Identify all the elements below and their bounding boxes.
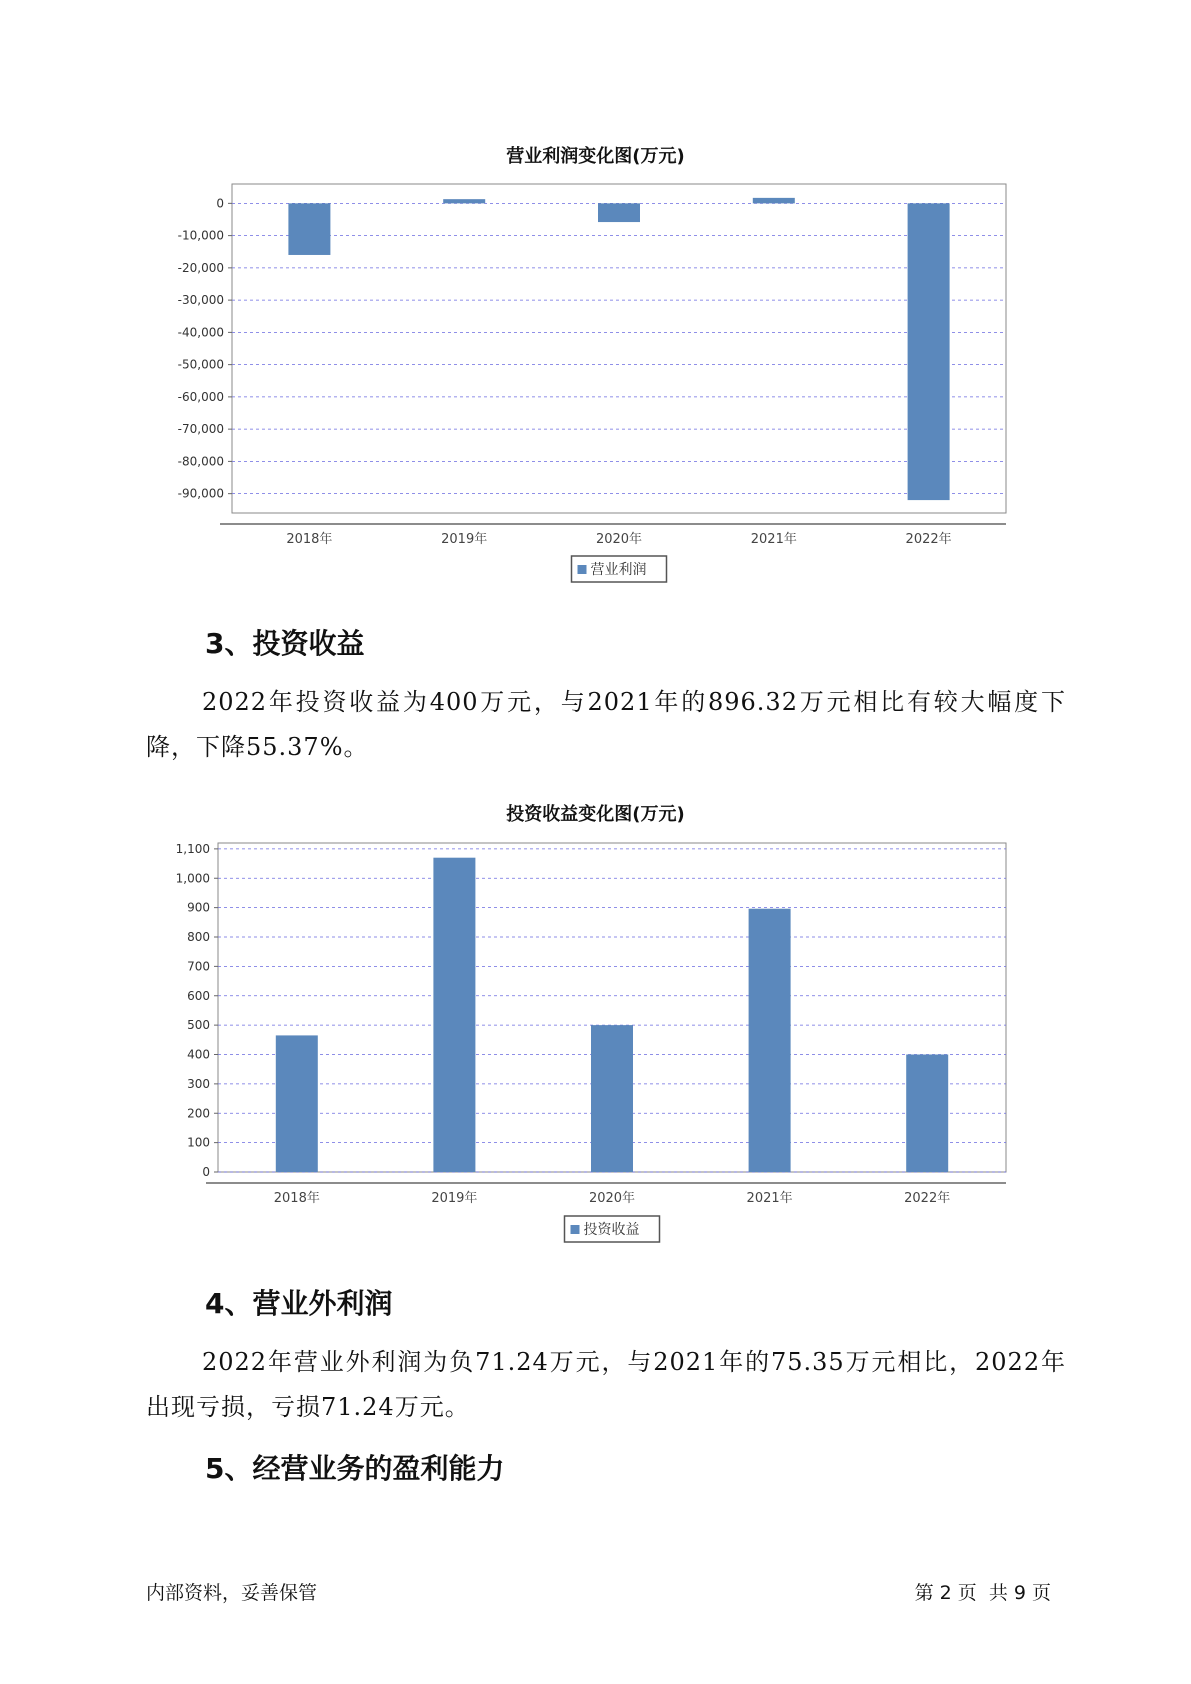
bar xyxy=(906,1055,948,1173)
x-tick-label: 2018年 xyxy=(286,532,333,547)
y-tick-label: 0 xyxy=(202,1165,210,1179)
y-tick-label: -20,000 xyxy=(177,260,224,275)
legend-label: 营业利润 xyxy=(590,562,647,578)
x-tick-label: 2019年 xyxy=(431,1191,478,1206)
y-tick-label: -80,000 xyxy=(177,454,224,469)
x-tick-label: 2022年 xyxy=(904,1191,951,1206)
x-tick-label: 2020年 xyxy=(595,532,643,547)
y-tick-label: 500 xyxy=(187,1018,210,1033)
bar xyxy=(749,909,791,1172)
x-tick-label: 2021年 xyxy=(750,532,797,547)
section4-paragraph: 2022年营业外利润为负71.24万元，与2021年的75.35万元相比，2022年出现亏损，亏损71.24万元。 xyxy=(146,1348,1066,1421)
y-tick-label: 1,000 xyxy=(175,871,210,886)
bar xyxy=(433,858,475,1172)
y-tick-label: -90,000 xyxy=(177,486,224,501)
section5-heading: 5、经营业务的盈利能力 xyxy=(205,1452,505,1485)
y-tick-label: 0 xyxy=(216,196,224,211)
y-tick-label: 1,100 xyxy=(175,841,210,856)
section3-paragraph: 2022年投资收益为400万元，与2021年的896.32万元相比有较大幅度下降，下降55.37%。 xyxy=(146,688,1066,761)
chart1-title: 营业利润变化图(万元) xyxy=(506,146,685,167)
footer-confidential: 内部资料，妥善保管 xyxy=(146,1582,318,1604)
x-tick-label: 2022年 xyxy=(905,532,952,547)
y-tick-label: 200 xyxy=(187,1106,210,1121)
x-tick-label: 2018年 xyxy=(273,1191,320,1206)
y-tick-label: 800 xyxy=(187,930,210,944)
y-tick-label: 700 xyxy=(187,959,210,974)
chart2-title: 投资收益变化图(万元) xyxy=(506,804,685,825)
y-tick-label: -40,000 xyxy=(177,325,224,340)
legend-swatch xyxy=(571,1225,580,1234)
y-tick-label: -30,000 xyxy=(177,293,224,308)
y-tick-label: 900 xyxy=(187,900,210,915)
y-tick-label: -70,000 xyxy=(177,422,224,437)
y-tick-label: -60,000 xyxy=(177,389,224,404)
bar xyxy=(591,1025,633,1172)
legend-label: 投资收益 xyxy=(583,1222,640,1238)
y-tick-label: 600 xyxy=(187,988,210,1003)
y-tick-label: 400 xyxy=(187,1047,210,1062)
y-tick-label: 100 xyxy=(187,1135,210,1150)
section3-heading: 3、投资收益 xyxy=(205,627,365,660)
x-tick-label: 2020年 xyxy=(588,1191,636,1206)
section4-heading: 4、营业外利润 xyxy=(205,1287,393,1320)
footer-page-number: 第 2 页 共 9 页 xyxy=(914,1582,1051,1604)
y-tick-label: -50,000 xyxy=(177,357,224,372)
x-tick-label: 2021年 xyxy=(746,1191,793,1206)
x-tick-label: 2019年 xyxy=(441,532,488,547)
y-tick-label: 300 xyxy=(187,1076,210,1091)
y-tick-label: -10,000 xyxy=(177,228,224,243)
bar xyxy=(276,1035,318,1172)
